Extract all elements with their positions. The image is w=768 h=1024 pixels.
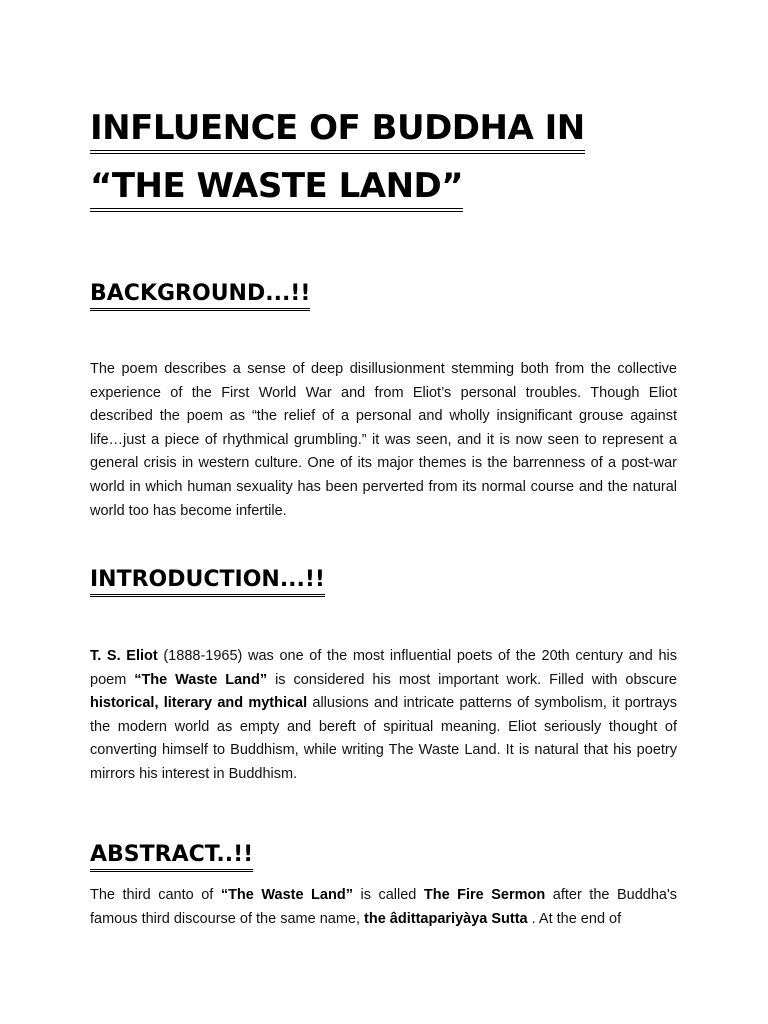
background-paragraph: The poem describes a sense of deep disillusionment stemming both from the collective experience of the First World War and from Eliot’s personal troubles. Though Eliot described the poem as “the relief of a personal and wholly insignificant grouse against life…just a piece of rhythmical grumbling.” it was seen, and it is now seen to represent a general crisis in western culture. One of its major themes is the barrenness of a post-war world in which human sexuality has been perverted from its normal course and the natural world too has become infertile. <box>90 361 677 519</box>
abstract-text-2: is called <box>352 887 424 903</box>
abstract-text-3: after the Buddha's famous third discourse of the same name, <box>90 887 677 927</box>
abstract-heading: ABSTRACT..!! <box>90 841 253 872</box>
intro-poem-title: “The Waste Land” <box>134 671 268 688</box>
document-title-line-1: INFLUENCE OF BUDDHA IN <box>90 108 585 154</box>
introduction-paragraph <box>90 645 677 787</box>
sutta-name: the âdittapariyàya Sutta <box>364 910 528 927</box>
document-title-line-2: “THE WASTE LAND” <box>90 166 463 212</box>
abstract-paragraph <box>90 884 677 931</box>
allusion-types: historical, literary and mythical <box>90 695 308 712</box>
intro-text-1: (1888-1965) was one of the most influential poets of the 20th century and his poem <box>90 648 677 688</box>
abstract-text-1: The third canto of <box>90 887 221 903</box>
introduction-heading: INTRODUCTION...!! <box>90 566 325 597</box>
background-heading: BACKGROUND...!! <box>90 280 310 311</box>
intro-text-3: allusions and intricate patterns of symbolism, it portrays the modern world as empty and bereft of spiritual meaning. Eliot seriously thought of converting himself to Buddhism, while writing The Waste Land. It is natural that his poetry mirrors his interest in Buddhism. <box>90 695 677 782</box>
abstract-text-4: . At the end of <box>527 910 622 927</box>
abstract-poem-title: “The Waste Land” <box>220 887 353 903</box>
intro-text-2: is considered his most important work. Filled with obscure <box>267 671 677 688</box>
canto-name: The Fire Sermon <box>423 887 546 903</box>
author-name: T. S. Eliot <box>90 648 158 664</box>
